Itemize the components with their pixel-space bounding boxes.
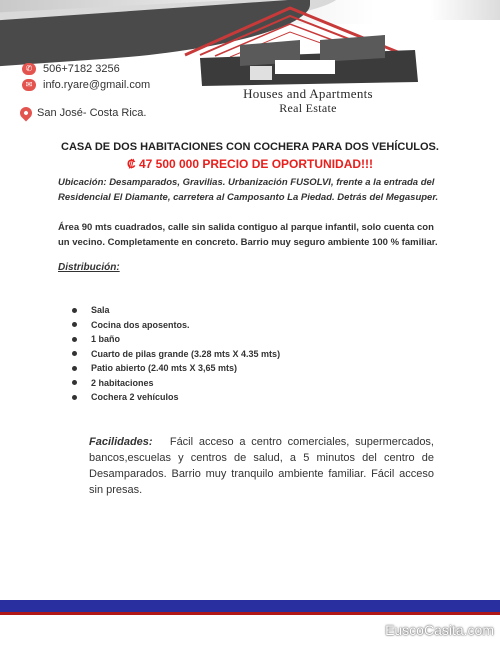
list-item: Cocina dos aposentos. xyxy=(72,318,280,333)
footer-blue-bar xyxy=(0,600,500,612)
bullet-icon xyxy=(72,395,77,400)
facilities-label: Facilidades: xyxy=(89,436,153,448)
email-icon: ✉ xyxy=(22,79,36,91)
bullet-icon xyxy=(72,337,77,342)
list-item: Cuarto de pilas grande (3.28 mts X 4.35 mts) xyxy=(72,347,280,362)
house-logo-icon xyxy=(180,0,435,100)
email-text: info.ryare@gmail.com xyxy=(43,79,151,91)
list-item: Patio abierto (2.40 mts X 3,65 mts) xyxy=(72,361,280,376)
facilities-paragraph xyxy=(89,434,434,498)
bullet-icon xyxy=(72,380,77,385)
contact-location xyxy=(20,105,146,121)
distribution-list xyxy=(72,303,280,405)
logo-title: Houses and Apartments xyxy=(243,86,373,101)
footer-red-bar xyxy=(0,612,500,615)
distribution-heading: Distribución: xyxy=(58,262,120,273)
facilities-text: Fácil acceso a centro comerciales, supermercados, bancos,escuelas y centros de salud, a 5 minutos del centro de Desamparados. Barrio muy tranquilo ambiente familiar. Fácil acceso sin presas. xyxy=(89,436,434,496)
watermark: EuscoCasita.com xyxy=(385,622,494,638)
bullet-icon xyxy=(72,366,77,371)
list-item: 1 baño xyxy=(72,332,280,347)
phone-icon: ✆ xyxy=(22,63,36,75)
bullet-icon xyxy=(72,322,77,327)
area-paragraph: Área 90 mts cuadrados, calle sin salida contiguo al parque infantil, solo cuenta con un vecino. Completamente en concreto. Barrio muy seguro ambiente 100 % familiar. xyxy=(58,222,438,248)
location-text: San José- Costa Rica. xyxy=(37,107,147,119)
header-right-strip xyxy=(430,0,500,20)
list-item: Cochera 2 vehículos xyxy=(72,390,280,405)
list-item: 2 habitaciones xyxy=(72,376,280,391)
phone-text: 506+7182 3256 xyxy=(43,63,120,75)
logo-subtitle: Real Estate xyxy=(279,101,337,115)
contact-phone xyxy=(22,61,120,77)
listing-price: ₡ 47 500 000 PRECIO DE OPORTUNIDAD!!! xyxy=(126,157,374,171)
contact-email xyxy=(22,77,150,93)
location-pin-icon xyxy=(18,105,35,122)
listing-title: CASA DE DOS HABITACIONES CON COCHERA PARA DOS VEHÍCULOS. xyxy=(61,141,439,153)
list-item: Sala xyxy=(72,303,280,318)
location-paragraph: Ubicación: Desamparados, Gravilias. Urbanización FUSOLVI, frente a la entrada del Residencial El Diamante, carretera al Camposanto La Piedad. Detrás del Megasuper. xyxy=(58,177,439,203)
bullet-icon xyxy=(72,308,77,313)
bullet-icon xyxy=(72,351,77,356)
